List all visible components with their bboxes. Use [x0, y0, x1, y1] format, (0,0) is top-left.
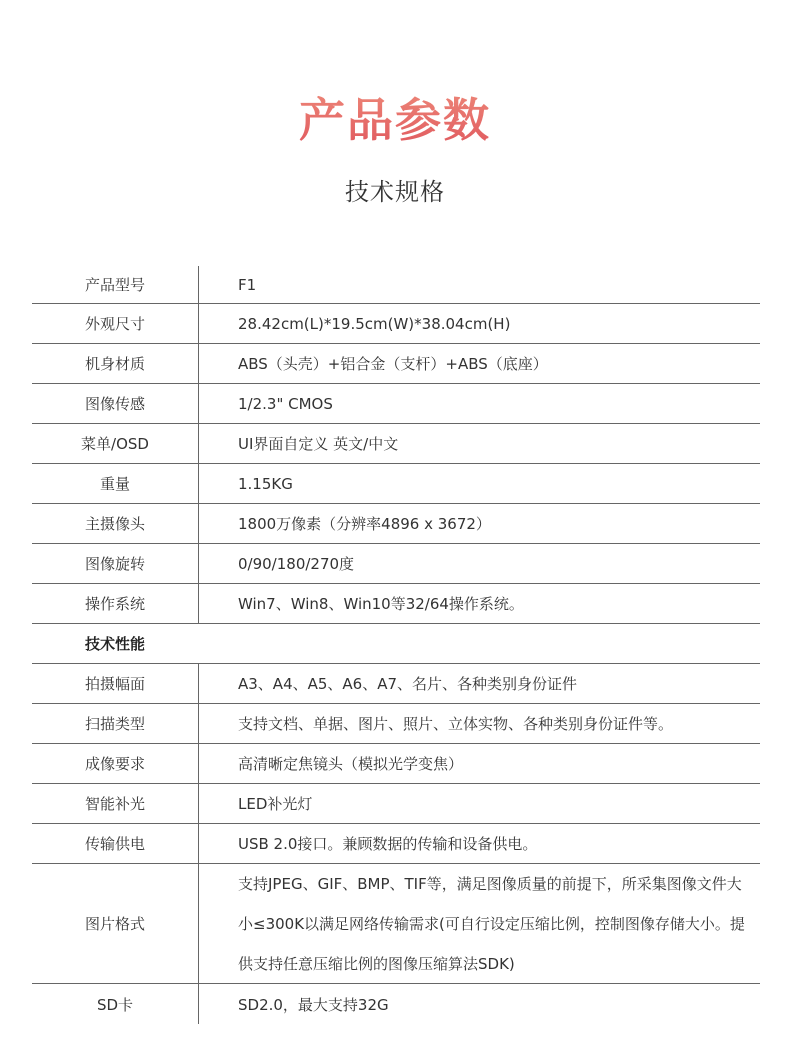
- spec-row-fill-light: [32, 784, 760, 824]
- spec-row-rotation: [32, 544, 760, 584]
- spec-label: 机身材质: [84, 355, 145, 373]
- spec-label: 扫描类型: [84, 715, 145, 733]
- column-divider: [198, 504, 199, 543]
- spec-value: 支持JPEG、GIF、BMP、TIF等，满足图像质量的前提下，所采集图像文件大小≤300K以满足网络传输需求(可自行设定压缩比例，控制图像存储大小。提供支持任意压缩比例的图像压缩算法SDK): [238, 874, 745, 973]
- spec-row-scan-type: [32, 704, 760, 744]
- spec-value: Win7、Win8、Win10等32/64操作系统。: [238, 595, 524, 613]
- spec-value: 28.42cm(L)*19.5cm(W)*38.04cm(H): [238, 314, 511, 333]
- spec-label: 传输供电: [84, 835, 145, 853]
- spec-value: 0/90/180/270度: [238, 555, 355, 573]
- spec-label: 图像旋转: [84, 555, 145, 573]
- page-subtitle: 技术规格: [345, 178, 445, 206]
- column-divider: [198, 344, 199, 383]
- page-title: 产品参数: [0, 84, 790, 150]
- spec-row-sd-card: [32, 984, 760, 1024]
- spec-label: 外观尺寸: [84, 315, 145, 333]
- section-label: 技术性能: [84, 635, 145, 653]
- column-divider: [198, 744, 199, 783]
- spec-value: 1.15KG: [238, 474, 293, 493]
- column-divider: [198, 704, 199, 743]
- spec-row-power: [32, 824, 760, 864]
- spec-row-scan-size: [32, 664, 760, 704]
- spec-value: 支持文档、单据、图片、照片、立体实物、各种类别身份证件等。: [238, 715, 674, 733]
- spec-label: SD卡: [96, 995, 134, 1014]
- spec-label: 主摄像头: [84, 515, 145, 533]
- spec-label: 智能补光: [84, 795, 145, 813]
- spec-value: LED补光灯: [238, 795, 313, 813]
- spec-value: SD2.0，最大支持32G: [238, 995, 389, 1014]
- column-divider: [198, 784, 199, 823]
- column-divider: [198, 664, 199, 703]
- spec-value: 高清晰定焦镜头（模拟光学变焦）: [238, 755, 464, 773]
- column-divider: [198, 424, 199, 463]
- spec-row-model: [32, 266, 760, 304]
- section-header-performance: [32, 624, 760, 664]
- spec-row-sensor: [32, 384, 760, 424]
- column-divider: [198, 584, 199, 623]
- spec-row-dimensions: [32, 304, 760, 344]
- spec-value: ABS（头壳）+铝合金（支杆）+ABS（底座）: [238, 355, 548, 373]
- spec-row-osd: [32, 424, 760, 464]
- column-divider: [198, 824, 199, 863]
- spec-value: 1/2.3" CMOS: [238, 394, 333, 413]
- column-divider: [198, 864, 199, 983]
- column-divider: [198, 544, 199, 583]
- spec-label: 图像传感: [84, 395, 145, 413]
- spec-value: A3、A4、A5、A6、A7、名片、各种类别身份证件: [238, 675, 578, 693]
- spec-value: USB 2.0接口。兼顾数据的传输和设备供电。: [238, 835, 538, 853]
- spec-row-camera: [32, 504, 760, 544]
- column-divider: [198, 266, 199, 303]
- column-divider: [198, 984, 199, 1024]
- spec-value: F1: [238, 275, 257, 294]
- column-divider: [198, 384, 199, 423]
- column-divider: [198, 464, 199, 503]
- spec-label: 菜单/OSD: [81, 435, 149, 453]
- spec-row-weight: [32, 464, 760, 504]
- column-divider: [198, 304, 199, 343]
- spec-label: 操作系统: [84, 595, 145, 613]
- spec-row-material: [32, 344, 760, 384]
- spec-row-os: [32, 584, 760, 624]
- spec-value: 1800万像素（分辨率4896 x 3672）: [238, 515, 491, 533]
- spec-label: 成像要求: [84, 755, 145, 773]
- spec-row-imaging: [32, 744, 760, 784]
- spec-table: [32, 266, 760, 1024]
- spec-label: 拍摄幅面: [84, 675, 145, 693]
- spec-label: 图片格式: [84, 915, 145, 933]
- spec-value: UI界面自定义 英文/中文: [238, 435, 399, 453]
- spec-row-image-format: [32, 864, 760, 984]
- spec-label: 产品型号: [84, 276, 145, 294]
- spec-label: 重量: [99, 475, 130, 493]
